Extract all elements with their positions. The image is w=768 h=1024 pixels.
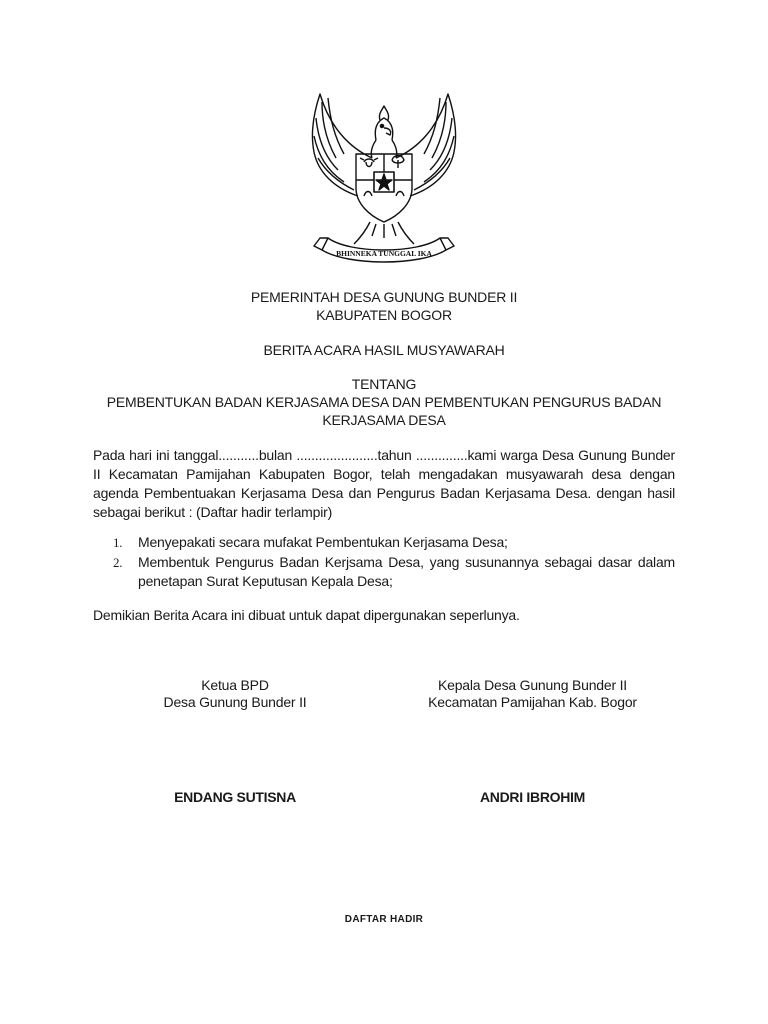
garuda-emblem <box>300 88 468 268</box>
list-number: 2. <box>113 554 123 570</box>
right-signatory-org: Kecamatan Pamijahan Kab. Bogor <box>428 694 637 710</box>
list-text: Membentuk Pengurus Badan Kerjsama Desa, yang susunannya sebagai dasar dalam penetapan Surat Keputusan Kepala Desa; <box>138 553 675 589</box>
about-label: TENTANG <box>351 376 417 392</box>
subject-line-2: KERJASAMA DESA <box>322 412 446 428</box>
left-signatory-name: ENDANG SUTISNA <box>174 789 296 805</box>
closing-paragraph: Demikian Berita Acara ini dibuat untuk dapat dipergunakan seperlunya. <box>93 607 520 623</box>
list-item <box>93 533 675 553</box>
document-title: BERITA ACARA HASIL MUSYAWARAH <box>263 342 505 358</box>
left-signatory-role: Ketua BPD <box>201 677 269 693</box>
left-signatory-org: Desa Gunung Bunder II <box>163 694 307 710</box>
intro-paragraph: Pada hari ini tanggal...........bulan ......................tahun ..............kami warga Desa Gunung Bunder II Kecamatan Pamijahan Kabupaten Bogor, telah mengadakan musyawarah desa dengan agenda Pembentuakan Kerjasama Desa dan Pengurus Badan Kerjasama Desa. dengan hasil sebagai berikut : (Daftar hadir terlampir) <box>93 447 675 520</box>
subject-line-1: PEMBENTUKAN BADAN KERJASAMA DESA DAN PEMBENTUKAN PENGURUS BADAN <box>106 394 662 410</box>
emblem-motto: BHINNEKA TUNGGAL IKA <box>336 249 432 258</box>
regency-line: KABUPATEN BOGOR <box>316 307 452 323</box>
list-item <box>93 553 675 592</box>
list-number: 1. <box>113 535 123 550</box>
list-text: Menyepakati secara mufakat Pembentukan Kerjasama Desa; <box>138 534 508 550</box>
right-signatory-name: ANDRI IBROHIM <box>480 789 585 805</box>
attendance-title: DAFTAR HADIR <box>344 914 424 925</box>
decision-list <box>93 533 675 592</box>
right-signatory-role: Kepala Desa Gunung Bunder II <box>438 677 627 693</box>
government-line: PEMERINTAH DESA GUNUNG BUNDER II <box>250 289 518 305</box>
